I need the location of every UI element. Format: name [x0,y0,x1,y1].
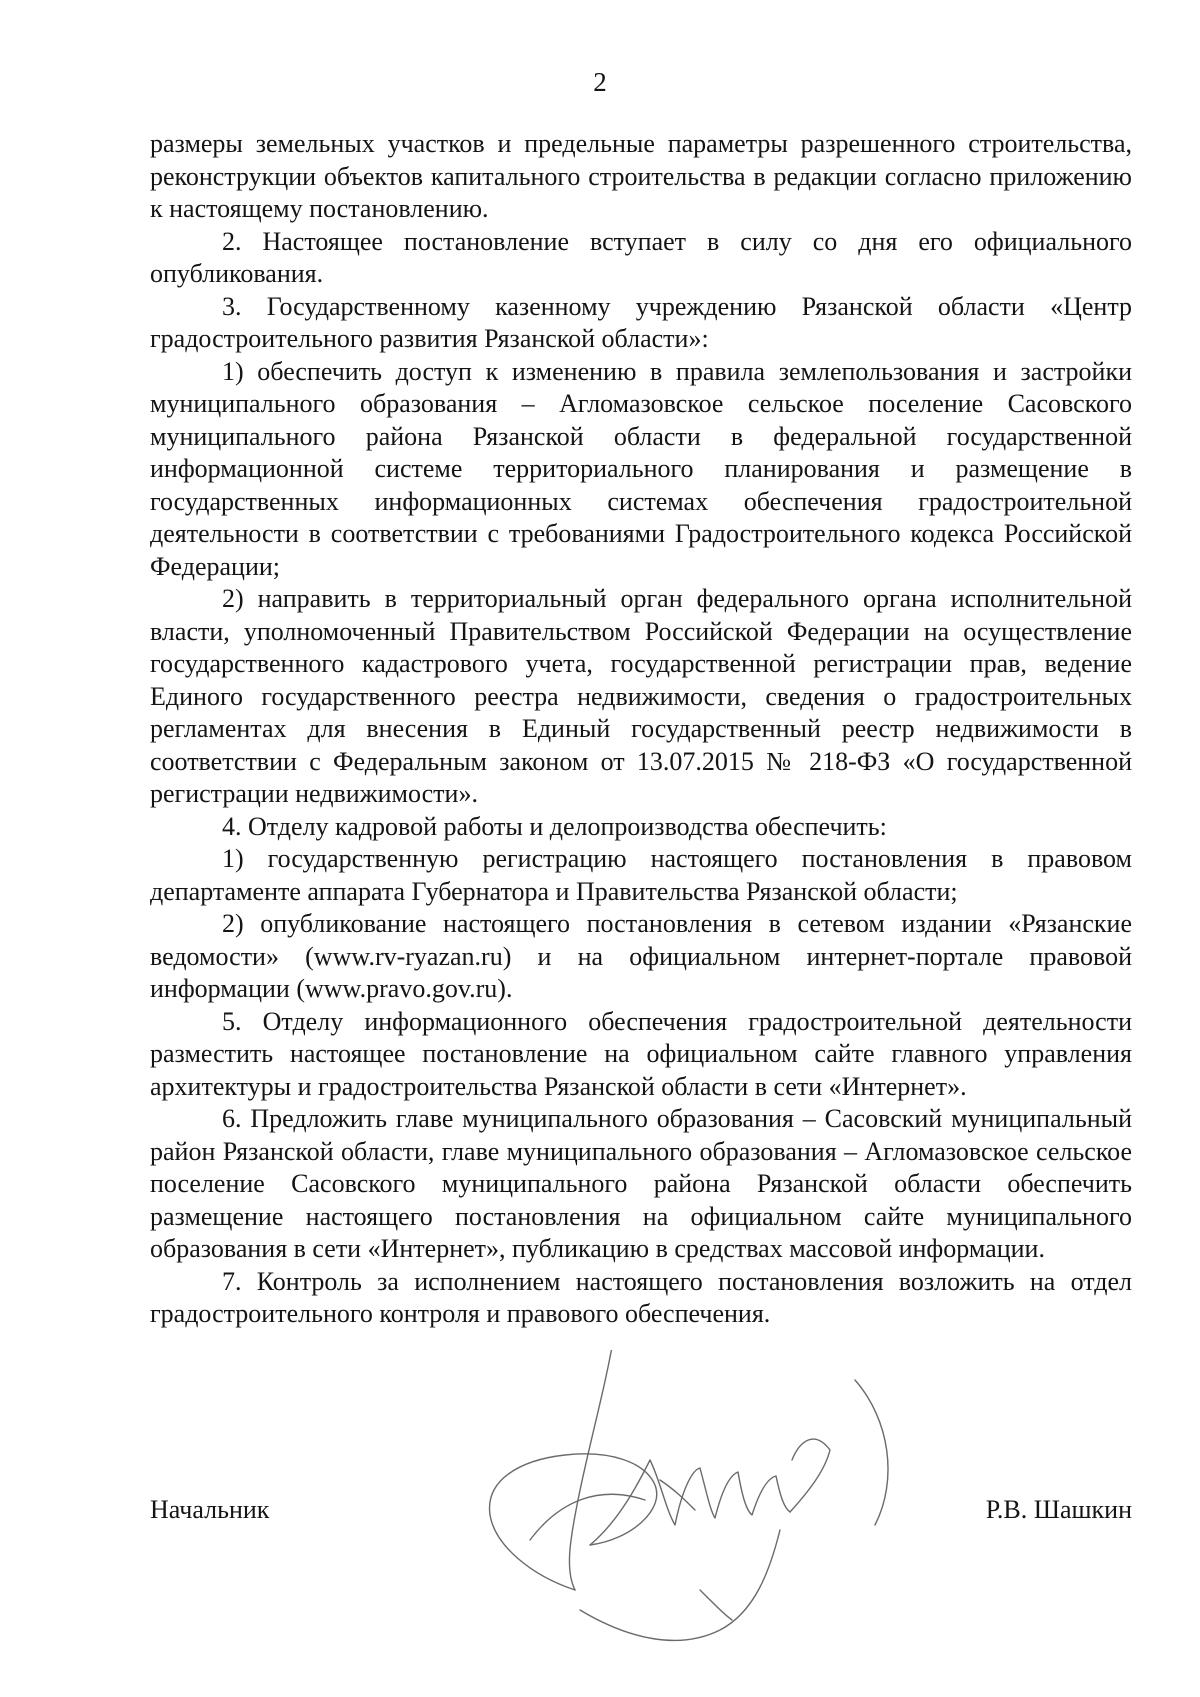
paragraph-4-hr-department: 4. Отделу кадровой работы и делопроизводства обеспечить: [222,811,887,841]
paragraph-5-website-posting: 5. Отделу информационного обеспечения градостроительной деятельности разместить настоящее постановление на официальном сайте главного управления архитектуры и градостроительства Рязанской области в сети «Интернет». [150,1006,1132,1101]
paragraph-7-control: 7. Контроль за исполнением настоящего постановления возложить на отдел градостроительного контроля и правового обеспечения. [150,1266,1132,1328]
handwritten-signature-icon [470,1350,940,1650]
paragraph-4-1-registration: 1) государственную регистрацию настоящего постановления в правовом департаменте аппарата Губернатора и Правительства Рязанской области; [150,844,1132,906]
page-number: 2 [593,67,607,97]
paragraph-6-municipal-heads: 6. Предложить главе муниципального образования – Сасовский муниципальный район Рязанской области, главе муниципального образования – Агломазовское сельское поселение Сасовского муниципального района Рязанской области обеспечить размещение настоящего постановления на официальном сайте муниципального образования в сети «Интернет», публикацию в средствах массовой информации. [150,1104,1132,1263]
paragraph-2-effective-date: 2. Настоящее постановление вступает в силу со дня его официального опубликования. [150,226,1132,288]
signatory-name: Р.В. Шашкин [985,1495,1132,1524]
paragraph-permitted-parameters: размеры земельных участков и предельные параметры разрешенного строительства, реконструкции объектов капитального строительства в редакции согласно приложению к настоящему постановлению. [150,129,1132,223]
paragraph-3-2-send-information: 2) направить в территориальный орган федерального органа исполнительной власти, уполномоченный Правительством Российской Федерации на осуществление государственного кадастрового учета, государственной регистрации прав, ведение Единого государственного реестра недвижимости, сведения о градостроительных регламентах для внесения в Единый государственный реестр недвижимости в соответствии с Федеральным законом от 13.07.2015 № 218-ФЗ «О государственной регистрации недвижимости». [150,584,1132,808]
document-body [150,128,1132,1331]
paragraph-3-state-institution: 3. Государственному казенному учреждению Рязанской области «Центр градостроительного развития Рязанской области»: [150,291,1132,353]
paragraph-4-2-publication: 2) опубликование настоящего постановления в сетевом издании «Рязанские ведомости» (www.rv-ryazan.ru) и на официальном интернет-портале правовой информации (www.pravo.gov.ru). [150,909,1132,1003]
paragraph-3-1-provide-access: 1) обеспечить доступ к изменению в правила землепользования и застройки муниципального образования – Агломазовское сельское поселение Сасовского муниципального района Рязанской области в федеральной государственной информационной системе территориального планирования и размещение в государственных информационных системах обеспечения градостроительной деятельности в соответствии с требованиями Градостроительного кодекса Российской Федерации; [150,356,1132,581]
signatory-title: Начальник [150,1495,270,1524]
